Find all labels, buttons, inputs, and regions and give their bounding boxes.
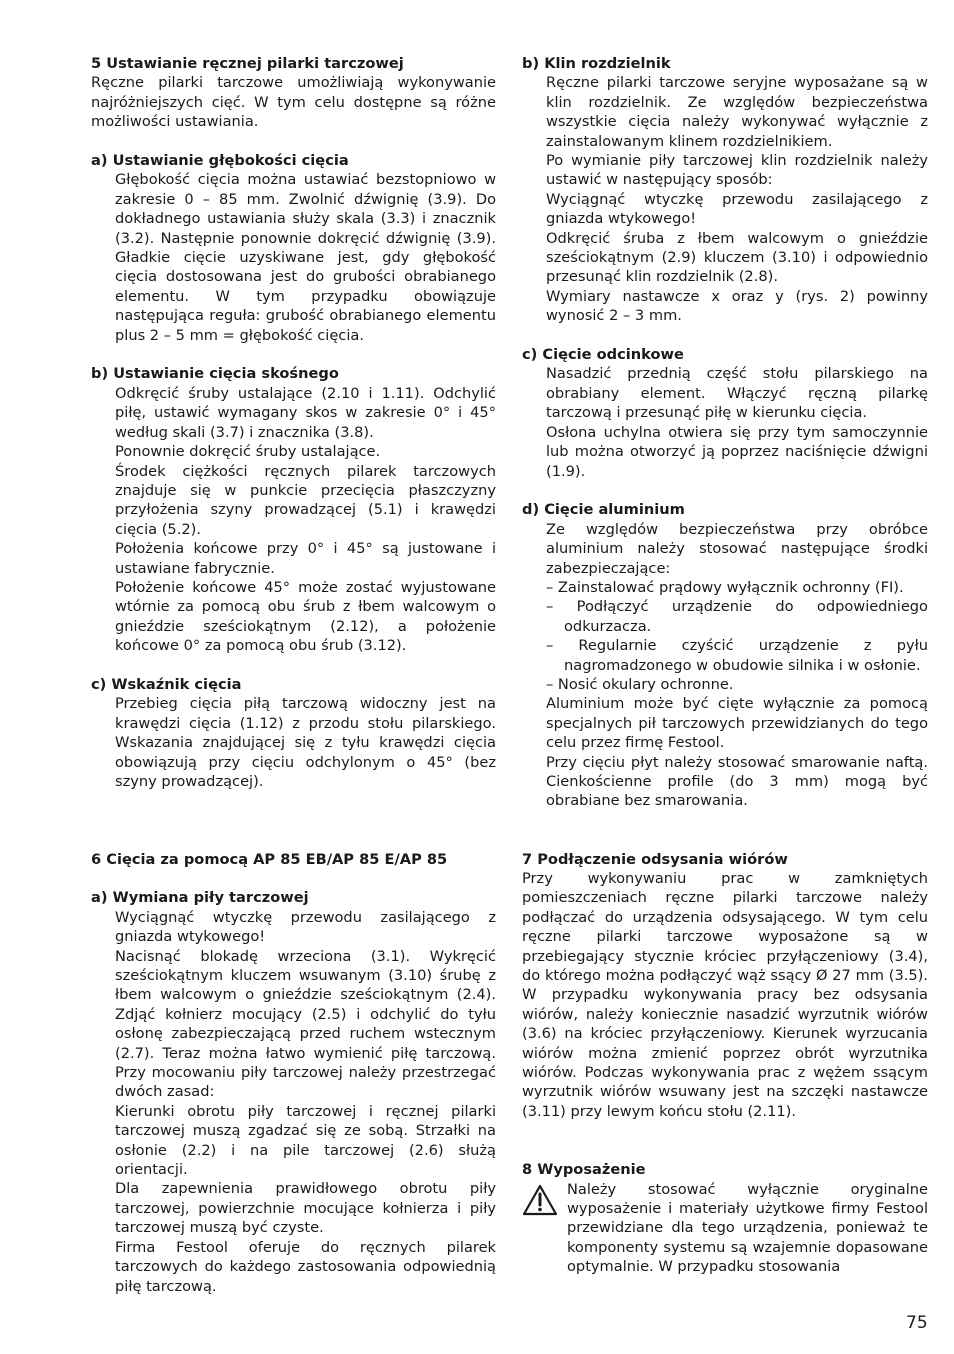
section-d-aluminium-para: Przy cięciu płyt należy stosować smarowanie naftą. Cienkościenne profile (do 3 mm) mogą być obrabiane bez smarowania.: [546, 753, 928, 810]
list-item: – Regularnie czyścić urządzenie z pyłu nagromadzonego w obudowie silnika i w osłonie.: [546, 637, 928, 674]
section-5c-title: c) Wskaźnik cięcia: [91, 675, 242, 693]
section-5a-para: Głębokość cięcia można ustawiać bezstopniowo w zakresie 0 – 85 mm. Zwolnić dźwignię (3.9). Do dokładnego ustawiania służy skala (3.3) i znacznik (3.2). Następnie ponownie dokręcić dźwignię (3.9). Gładkie cięcie uzyskiwane jest, gdy głębokość cięcia dostosowana jest do grubości obrabianego elementu. W tym przypadku obowiązuje następująca reguła: grubość obrabianego elementu plus 2 – 5 mm = głębokość cięcia.: [115, 171, 496, 344]
section-8-title: 8 Wyposażenie: [522, 1161, 646, 1179]
section-b-wedge-para: Ręczne pilarki tarczowe seryjne wyposażane są w klin rozdzielnik. Ze względów bezpieczeństwa wszystkie cięcia należy wykonywać wyłącznie z zainstalowanym klinem rozdzielnikiem.: [546, 74, 928, 150]
section-6-title: 6 Cięcia za pomocą AP 85 EB/AP 85 E/AP 85: [91, 850, 448, 868]
section-6a-para: Dla zapewnienia prawidłowego obrotu piły tarczowej, powierzchnie mocujące kołnierza i piły tarczowej muszą być czyste.: [115, 1180, 496, 1237]
section-6a-para: Nacisnąć blokadę wrzeciona (3.1). Wykręcić sześciokątnym kluczem wsuwanym (3.10) śrubę z łbem walcowym o gnieździe sześciokątnym (2.4). Zdjąć kołnierz mocujący (2.5) i odchylić do tyłu osłonę zabezpieczającą przed ruchem wstecznym (2.7). Teraz można łatwo wymienić piłę tarczową. Przy mocowaniu piły tarczowej należy przestrzegać dwóch zasad:: [115, 947, 496, 1101]
section-6a-para: Firma Festool oferuje do ręcznych pilarek tarczowych do każdego zastosowania odpowiednią piłę tarczową.: [115, 1238, 496, 1295]
section-6a-para: Kierunki obrotu piły tarczowej i ręcznej pilarki tarczowej muszą zgadzać się ze sobą. Strzałki na osłonie (2.2) i na pile tarczowej (2.6) służą orientacji.: [115, 1102, 496, 1179]
section-6a-title: a) Wymiana piły tarczowej: [91, 889, 309, 907]
section-8-text: Należy stosować wyłącznie oryginalne wyposażenie i materiały użytkowe firmy Festool przewidziane dla tego urządzenia, ponieważ te komponenty systemu są wzajemnie dopasowane optymalnie. W przypadku stosowania: [567, 1180, 928, 1276]
list-item: – Podłączyć urządzenie do odpowiedniego odkurzacza.: [546, 598, 928, 635]
section-b-wedge-para: Wymiary nastawcze x oraz y (rys. 2) powinny wynosić 2 – 3 mm.: [546, 287, 928, 325]
section-5b-para: Położenie końcowe 45° może zostać wyjustowane wtórnie za pomocą obu śrub z łbem walcowym o gnieździe sześciokątnym (2.12), a położenie końcowe 0° za pomocą obu śrub (3.12).: [115, 578, 496, 655]
section-5b-title: b) Ustawianie cięcia skośnego: [91, 365, 339, 383]
section-6a-para: Wyciągnąć wtyczkę przewodu zasilającego z gniazda wtykowego!: [115, 908, 496, 946]
section-5c-para: Przebieg cięcia piłą tarczową widoczny jest na krawędzi cięcia (1.12) z przodu stołu pilarskiego. Wskazania znajdującej się z tyłu krawędzi cięcia obowiązują przy cięciu odchylonym o 45° (bez szyny prowadzącej).: [115, 695, 496, 790]
section-d-aluminium-intro: Ze względów bezpieczeństwa przy obróbce aluminium należy stosować następujące środki zabezpieczające:: [546, 520, 928, 577]
section-5b-para: Środek ciężkości ręcznych pilarek tarczowych znajduje się w punkcie przecięcia płaszczyzny przyłożenia szyny prowadzącej (5.1) i krawędzi cięcia (5.2).: [115, 462, 496, 538]
section-7-title: 7 Podłączenie odsysania wiórów: [522, 850, 788, 868]
list-item: – Zainstalować prądowy wyłącznik ochronny (FI).: [546, 578, 904, 596]
section-c-plunge-title: c) Cięcie odcinkowe: [522, 346, 684, 364]
section-5b-para: Położenia końcowe przy 0° i 45° są justowane i ustawiane fabrycznie.: [115, 540, 496, 577]
section-b-wedge-title: b) Klin rozdzielnik: [522, 55, 671, 72]
section-5b-para: Ponownie dokręcić śruby ustalające.: [115, 443, 381, 461]
warning-triangle-icon: [522, 1184, 558, 1216]
section-d-aluminium-title: d) Cięcie aluminium: [522, 501, 685, 519]
section-c-plunge-para: Osłona uchylna otwiera się przy tym samoczynnie lub można otworzyć ją poprzez naciśnięcie dźwigni (1.9).: [546, 423, 928, 480]
list-item: – Nosić okulary ochronne.: [546, 675, 734, 693]
left-column: [91, 54, 496, 1296]
section-b-wedge-para: Po wymianie piły tarczowej klin rozdzielnik należy ustawić w następujący sposób:: [546, 152, 928, 189]
section-c-plunge-para: Nasadzić przednią część stołu pilarskiego na obrabiany element. Włączyć ręczną pilarkę tarczową i przesunąć piłę w kierunku cięcia.: [546, 365, 928, 422]
section-7-text: Przy wykonywaniu prac w zamkniętych pomieszczeniach ręczne pilarki tarczowe należy podłączać do urządzenia odsysającego. W tym celu ręczne pilarki tarczowe wyposażone są w przebiegający stycznie króciec przyłączeniowy (3.4), do którego można podłączyć wąż ssący Ø 27 mm (3.5). W przypadku wykonywania pracy bez odsysania wiórów, należy koniecznie nasadzić wyrzutnik wiórów (3.6) na króciec przyłączeniowy. Kierunek wyrzucania wiórów można zmienić poprzez obrót wyrzutnika wiórów. Podczas wykonywania prac z wężem ssącym wyrzutnik wiórów wsuwany jest na szczęki nastawcze (3.11) przy lewym końcu stołu (2.11).: [522, 870, 928, 1120]
warning-block: [522, 1180, 928, 1277]
section-5b-para: Odkręcić śruby ustalające (2.10 i 1.11). Odchylić piłę, ustawić wymagany skos w zakresie 0° i 45° według skali (3.7) i znacznika (3.8).: [115, 384, 496, 441]
page-number: 75: [906, 1313, 928, 1333]
section-5-title: 5 Ustawianie ręcznej pilarki tarczowej: [91, 55, 404, 72]
section-5a-title: a) Ustawianie głębokości cięcia: [91, 152, 349, 170]
section-b-wedge-para: Wyciągnąć wtyczkę przewodu zasilającego z gniazda wtykowego!: [546, 190, 928, 228]
right-column: [522, 54, 928, 1277]
section-b-wedge-para: Odkręcić śruba z łbem walcowym o gnieździe sześciokątnym (2.9) kluczem (3.10) i odpowiednio przesunąć klin rozdzielnik (2.8).: [546, 229, 928, 286]
section-5-intro: Ręczne pilarki tarczowe umożliwiają wykonywanie najróżniejszych cięć. W tym celu dostępne są różne możliwości ustawiania.: [91, 74, 496, 131]
section-d-aluminium-para: Aluminium może być cięte wyłącznie za pomocą specjalnych pił tarczowych przewidzianych do tego celu przez firmę Festool.: [546, 695, 928, 752]
